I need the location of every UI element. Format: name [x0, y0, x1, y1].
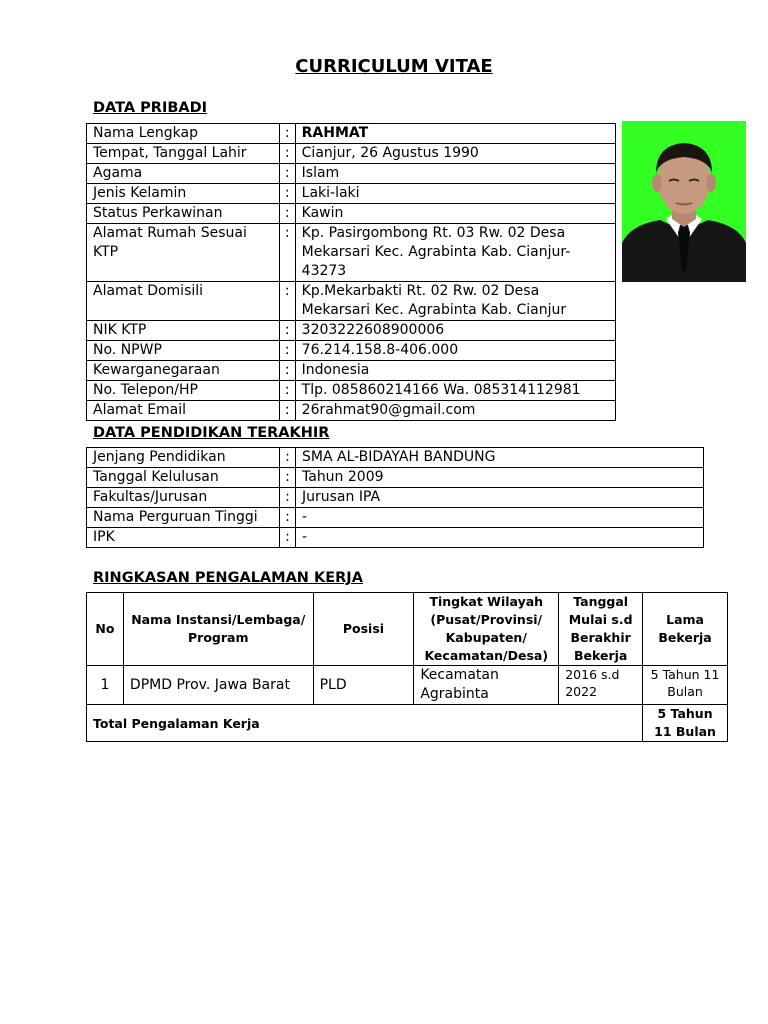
table-row — [87, 164, 616, 184]
field-separator: : — [279, 401, 295, 421]
field-label: Tanggal Kelulusan — [87, 468, 280, 488]
table-row — [87, 341, 616, 361]
field-value: Indonesia — [295, 361, 615, 381]
field-separator: : — [279, 381, 295, 401]
field-separator: : — [280, 448, 296, 468]
field-label: Kewarganegaraan — [87, 361, 280, 381]
field-label: Alamat Domisili — [87, 282, 280, 321]
table-row — [87, 321, 616, 341]
field-label: Agama — [87, 164, 280, 184]
field-label: Alamat Rumah Sesuai KTP — [87, 224, 280, 282]
field-separator: : — [280, 528, 296, 548]
field-separator: : — [280, 488, 296, 508]
field-value: Tahun 2009 — [296, 468, 704, 488]
table-row — [87, 184, 616, 204]
field-label: No. Telepon/HP — [87, 381, 280, 401]
field-value: Islam — [295, 164, 615, 184]
field-separator: : — [279, 341, 295, 361]
page-title: CURRICULUM VITAE — [295, 56, 493, 77]
field-label: IPK — [87, 528, 280, 548]
table-row — [87, 224, 616, 282]
field-value: Laki-laki — [295, 184, 615, 204]
section-title-personal: DATA PRIBADI — [93, 100, 208, 116]
education-table — [86, 447, 704, 548]
field-value: Tlp. 085860214166 Wa. 085314112981 — [295, 381, 615, 401]
column-header-institution: Nama Instansi/Lembaga/ Program — [123, 593, 313, 666]
column-header-position: Posisi — [313, 593, 414, 666]
profile-photo — [622, 121, 746, 282]
field-separator: : — [280, 468, 296, 488]
work-experience-table — [86, 592, 728, 742]
table-row — [87, 282, 616, 321]
field-label: Fakultas/Jurusan — [87, 488, 280, 508]
cell-no: 1 — [87, 666, 124, 705]
field-value: - — [296, 508, 704, 528]
email-value: 26rahmat90@gmail.com — [295, 401, 615, 421]
cell-duration: 5 Tahun 11 Bulan — [643, 666, 728, 705]
field-value: Kawin — [295, 204, 615, 224]
field-separator: : — [279, 124, 295, 144]
field-value: 76.214.158.8-406.000 — [295, 341, 615, 361]
total-row — [87, 705, 728, 742]
table-row — [87, 508, 704, 528]
cell-level: Kecamatan Agrabinta — [414, 666, 559, 705]
table-row — [87, 488, 704, 508]
section-title-education: DATA PENDIDIKAN TERAKHIR — [93, 425, 330, 441]
table-row — [87, 204, 616, 224]
table-row — [87, 401, 616, 421]
field-separator: : — [279, 224, 295, 282]
personal-data-table — [86, 123, 616, 421]
field-separator: : — [279, 282, 295, 321]
field-label: Jenjang Pendidikan — [87, 448, 280, 468]
field-label: Nama Lengkap — [87, 124, 280, 144]
column-header-level: Tingkat Wilayah (Pusat/Provinsi/ Kabupaten/ Kecamatan/Desa) — [414, 593, 559, 666]
cell-position: PLD — [313, 666, 414, 705]
column-header-duration: Lama Bekerja — [643, 593, 728, 666]
table-row — [87, 448, 704, 468]
field-separator: : — [279, 144, 295, 164]
table-row — [87, 528, 704, 548]
cell-institution: DPMD Prov. Jawa Barat — [123, 666, 313, 705]
field-label: Status Perkawinan — [87, 204, 280, 224]
field-value: Cianjur, 26 Agustus 1990 — [295, 144, 615, 164]
field-separator: : — [280, 508, 296, 528]
table-row — [87, 381, 616, 401]
section-title-work: RINGKASAN PENGALAMAN KERJA — [93, 570, 363, 586]
field-value: Kp.Mekarbakti Rt. 02 Rw. 02 Desa Mekarsari Kec. Agrabinta Kab. Cianjur — [295, 282, 615, 321]
field-label: Jenis Kelamin — [87, 184, 280, 204]
table-row — [87, 666, 728, 705]
total-label: Total Pengalaman Kerja — [87, 705, 643, 742]
column-header-period: Tanggal Mulai s.d Berakhir Bekerja — [559, 593, 643, 666]
field-value: Kp. Pasirgombong Rt. 03 Rw. 02 Desa Mekarsari Kec. Agrabinta Kab. Cianjur-43273 — [295, 224, 615, 282]
portrait-image — [622, 121, 746, 282]
field-label: No. NPWP — [87, 341, 280, 361]
table-row — [87, 124, 616, 144]
field-separator: : — [279, 164, 295, 184]
field-separator: : — [279, 321, 295, 341]
table-row — [87, 468, 704, 488]
cell-period: 2016 s.d 2022 — [559, 666, 643, 705]
field-value: Jurusan IPA — [296, 488, 704, 508]
field-separator: : — [279, 361, 295, 381]
field-value: RAHMAT — [295, 124, 615, 144]
table-row — [87, 144, 616, 164]
field-separator: : — [279, 184, 295, 204]
field-label: Tempat, Tanggal Lahir — [87, 144, 280, 164]
field-separator: : — [279, 204, 295, 224]
table-row — [87, 361, 616, 381]
total-value: 5 Tahun 11 Bulan — [643, 705, 728, 742]
field-label: Nama Perguruan Tinggi — [87, 508, 280, 528]
field-label: NIK KTP — [87, 321, 280, 341]
table-header-row — [87, 593, 728, 666]
field-label: Alamat Email — [87, 401, 280, 421]
field-value: - — [296, 528, 704, 548]
field-value: SMA AL-BIDAYAH BANDUNG — [296, 448, 704, 468]
column-header-no: No — [87, 593, 124, 666]
field-value: 3203222608900006 — [295, 321, 615, 341]
